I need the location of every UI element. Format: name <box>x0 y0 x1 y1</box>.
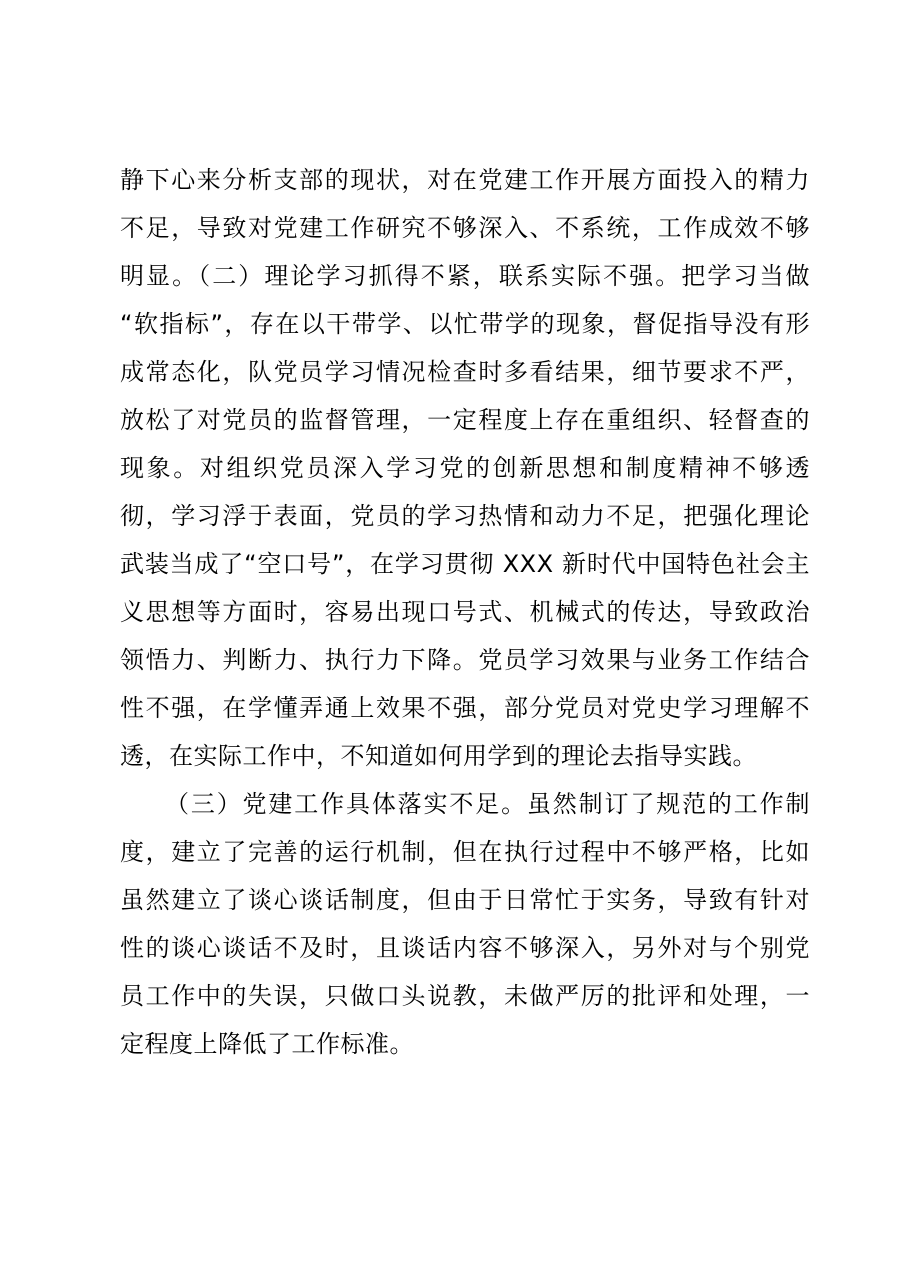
paragraph-line: 虽然建立了谈心谈话制度，但由于日常忙于实务，导致有针对 <box>120 886 810 914</box>
paragraph-line: 明显。（二）理论学习抓得不紧，联系实际不强。把学习当做 <box>120 262 810 290</box>
paragraph-line: 静下心来分析支部的现状，对在党建工作开展方面投入的精力 <box>120 166 810 194</box>
paragraph-line: 彻，学习浮于表面，党员的学习热情和动力不足，把强化理论 <box>120 502 810 530</box>
paragraph-line: 现象。对组织党员深入学习党的创新思想和制度精神不够透 <box>120 454 810 482</box>
paragraph-line: 武装当成了“空口号”，在学习贯彻 XXX 新时代中国特色社会主 <box>120 550 810 578</box>
paragraph-1 <box>120 156 810 780</box>
paragraph-line: 性不强，在学懂弄通上效果不强，部分党员对党史学习理解不 <box>120 694 810 722</box>
paragraph-line: 性的谈心谈话不及时，且谈话内容不够深入，另外对与个别党 <box>120 934 810 962</box>
paragraph-line: （三）党建工作具体落实不足。虽然制订了规范的工作制 <box>165 790 810 818</box>
paragraph-line: “软指标”，存在以干带学、以忙带学的现象，督促指导没有形 <box>120 310 810 338</box>
paragraph-line: 成常态化，队党员学习情况检查时多看结果，细节要求不严， <box>120 358 810 386</box>
paragraph-line: 定程度上降低了工作标准。 <box>120 1030 414 1058</box>
paragraph-2 <box>120 780 810 1068</box>
paragraph-line: 义思想等方面时，容易出现口号式、机械式的传达，导致政治 <box>120 598 810 626</box>
document-body <box>120 156 810 1068</box>
paragraph-line: 不足，导致对党建工作研究不够深入、不系统，工作成效不够 <box>120 214 810 242</box>
paragraph-line: 领悟力、判断力、执行力下降。党员学习效果与业务工作结合 <box>120 646 810 674</box>
paragraph-line: 度，建立了完善的运行机制，但在执行过程中不够严格，比如 <box>120 838 810 866</box>
paragraph-line: 透，在实际工作中，不知道如何用学到的理论去指导实践。 <box>120 742 757 770</box>
paragraph-line: 放松了对党员的监督管理，一定程度上存在重组织、轻督查的 <box>120 406 810 434</box>
paragraph-line: 员工作中的失误，只做口头说教，未做严厉的批评和处理，一 <box>120 982 810 1010</box>
